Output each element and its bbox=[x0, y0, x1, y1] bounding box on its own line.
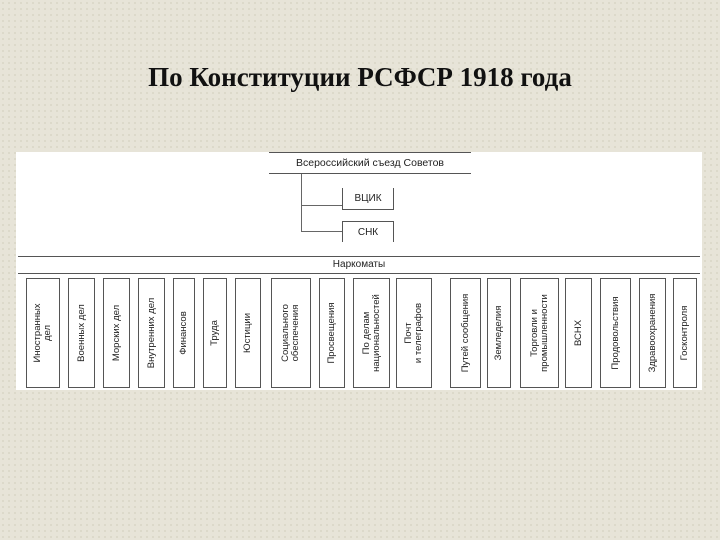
commissariat-item bbox=[520, 278, 559, 388]
commissariat-item bbox=[487, 278, 511, 388]
commissariat-label: Социального обеспечения bbox=[280, 304, 301, 362]
commissariat-label: ВСНХ bbox=[572, 319, 584, 347]
commissariat-label: Юстиции bbox=[242, 312, 253, 354]
commissariat-label: Госконтроля bbox=[679, 305, 690, 361]
commissariat-label: Внутренних дел bbox=[145, 297, 157, 369]
commissariat-item bbox=[271, 278, 311, 388]
commissariat-item bbox=[565, 278, 592, 388]
commissariat-label: Просвещения bbox=[326, 302, 337, 364]
connector-to-vcik bbox=[301, 205, 342, 206]
slide-title: По Конституции РСФСР 1918 года bbox=[148, 62, 572, 92]
commissariat-item bbox=[26, 278, 60, 388]
commissariat-item bbox=[103, 278, 130, 388]
narkomaty-box: Наркоматы bbox=[18, 256, 700, 274]
commissariat-item bbox=[173, 278, 195, 388]
commissariat-item bbox=[138, 278, 165, 388]
commissariat-label: По делам национальностей bbox=[360, 294, 382, 372]
commissariat-item bbox=[450, 278, 481, 388]
commissariat-label: Продовольствия bbox=[609, 296, 621, 370]
commissariat-label: Почт и телеграфов bbox=[403, 302, 424, 364]
congress-box: Всероссийский съезд Советов bbox=[269, 152, 471, 174]
commissariat-label: Военных дел bbox=[75, 304, 87, 362]
vcik-box: ВЦИК bbox=[342, 188, 394, 210]
commissariat-item bbox=[68, 278, 95, 388]
commissariat-label: Морских дел bbox=[110, 304, 122, 362]
commissariat-item bbox=[639, 278, 666, 388]
org-chart bbox=[16, 152, 702, 390]
commissariat-label: Земледелия bbox=[493, 305, 504, 361]
commissariat-label: Труда bbox=[209, 320, 220, 346]
commissariat-item bbox=[203, 278, 227, 388]
commissariat-label: Путей сообщения bbox=[459, 293, 471, 373]
commissariat-label: Финансов bbox=[178, 311, 189, 355]
commissariat-item bbox=[235, 278, 261, 388]
connector-vertical bbox=[301, 174, 302, 231]
commissariat-item bbox=[600, 278, 631, 388]
commissariat-label: Иностранных дел bbox=[32, 303, 53, 363]
snk-box: СНК bbox=[342, 221, 394, 242]
commissariat-item bbox=[319, 278, 345, 388]
commissariat-label: Торговли и промышленности bbox=[528, 294, 550, 372]
commissariat-item bbox=[673, 278, 697, 388]
commissariat-item bbox=[353, 278, 390, 388]
commissariat-label: Здравоохранения bbox=[646, 293, 658, 373]
connector-to-snk bbox=[301, 231, 342, 232]
commissariat-item bbox=[396, 278, 432, 388]
